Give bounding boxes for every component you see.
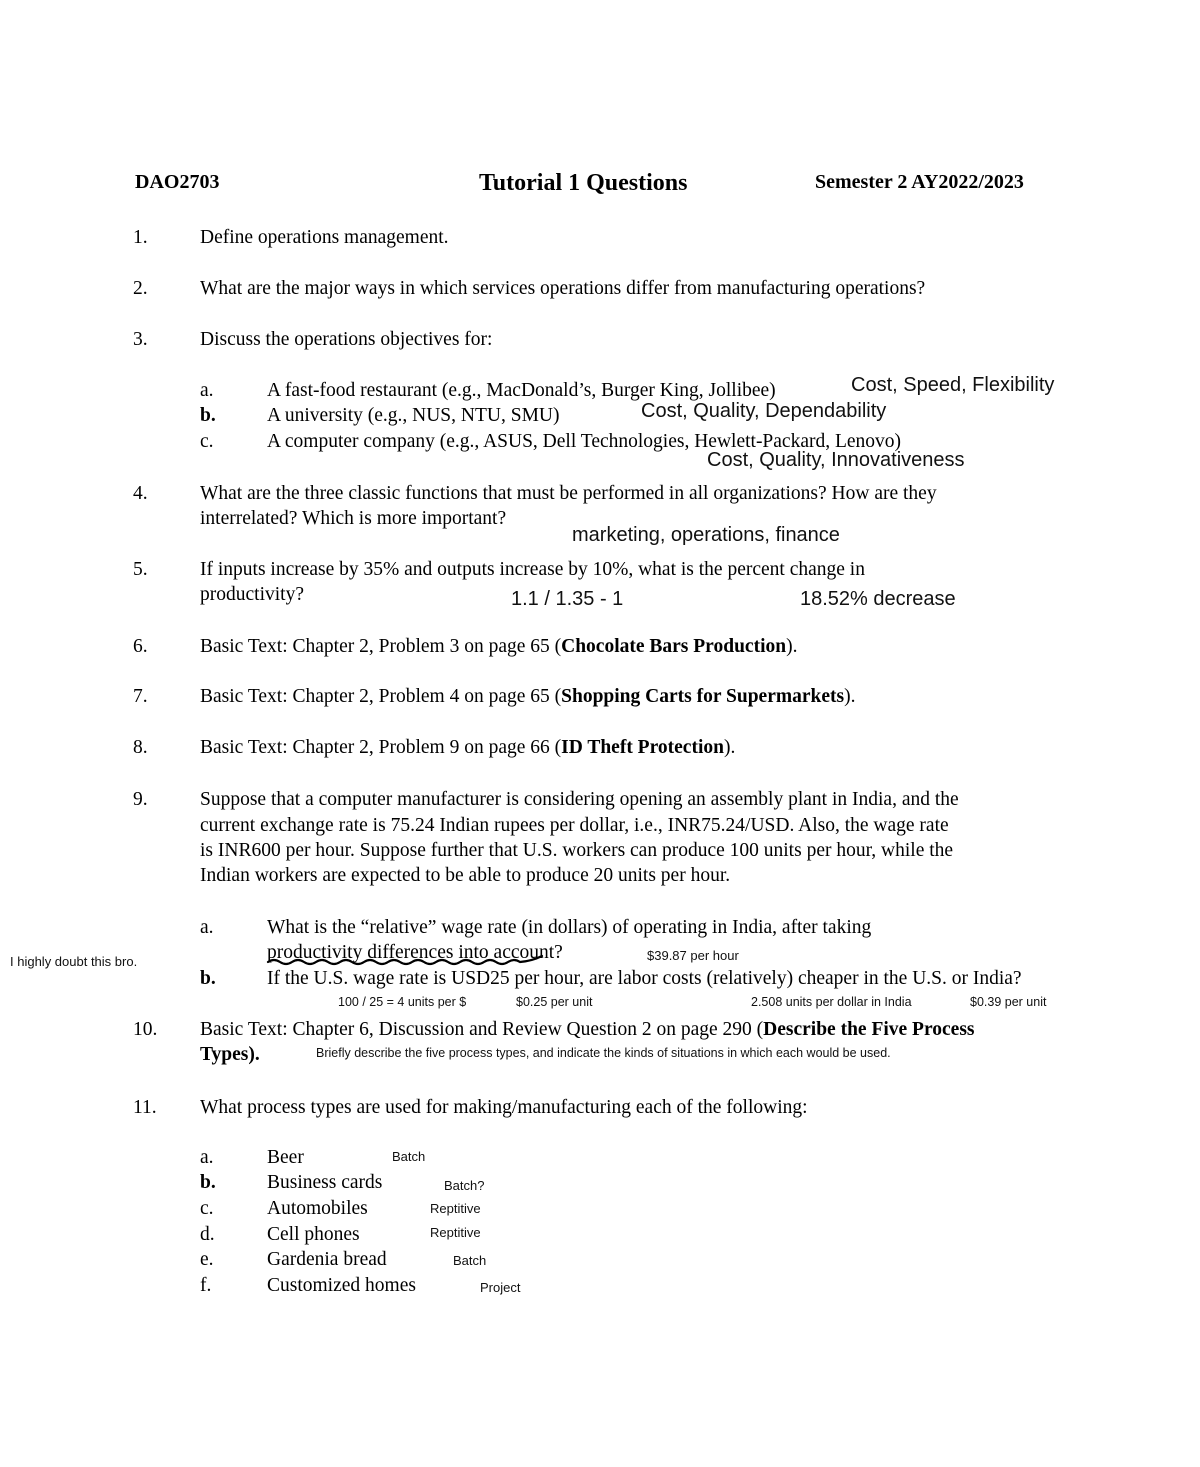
q9a-letter: a.: [200, 917, 214, 938]
q4-line2: interrelated? Which is more important?: [200, 508, 507, 529]
q4-number: 4.: [133, 483, 148, 504]
q11f-letter: f.: [200, 1275, 212, 1296]
q3b-annotation: Cost, Quality, Dependability: [641, 400, 887, 422]
q9-line1: Suppose that a computer manufacturer is considering opening an assembly plant in India, and the: [200, 789, 959, 810]
q1-text: Define operations management.: [200, 227, 449, 248]
q3-text: Discuss the operations objectives for:: [200, 329, 493, 350]
q5-result-annotation: 18.52% decrease: [800, 588, 956, 610]
q11c-annotation: Reptitive: [430, 1201, 481, 1216]
q9-line2: current exchange rate is 75.24 Indian rupees per dollar, i.e., INR75.24/USD. Also, the wage rate: [200, 815, 949, 836]
q11b-annotation: Batch?: [444, 1178, 485, 1193]
q2-text: What are the major ways in which services operations differ from manufacturing operations?: [200, 278, 926, 299]
q9b-letter: b.: [200, 968, 216, 989]
q7-text: [200, 687, 855, 707]
q3a-text: A fast-food restaurant (e.g., MacDonald’s, Burger King, Jollibee): [267, 380, 776, 401]
q8-number: 8.: [133, 737, 148, 758]
q11d-text: Cell phones: [267, 1224, 360, 1245]
q7-bold: Shopping Carts for Supermarkets: [561, 686, 845, 707]
semester-label: Semester 2 AY2022/2023: [815, 171, 1024, 193]
q10-note-annotation: Briefly describe the five process types, and indicate the kinds of situations in which each would be used.: [316, 1046, 891, 1060]
q10-bold1: Describe the Five Process: [763, 1019, 975, 1040]
q11-text: What process types are used for making/manufacturing each of the following:: [200, 1097, 808, 1118]
q11d-letter: d.: [200, 1224, 215, 1245]
q3c-letter: c.: [200, 431, 214, 452]
q10-line1: [200, 1020, 975, 1040]
q9b-us-calc-annotation: 100 / 25 = 4 units per $: [338, 995, 467, 1009]
q11f-text: Customized homes: [267, 1275, 416, 1296]
q1-number: 1.: [133, 227, 148, 248]
q3b-letter: b.: [200, 405, 216, 426]
q3a-letter: a.: [200, 380, 214, 401]
q4-annotation: marketing, operations, finance: [572, 524, 840, 546]
q2-number: 2.: [133, 278, 148, 299]
q5-number: 5.: [133, 559, 148, 580]
q11f-annotation: Project: [480, 1280, 521, 1295]
q7-prefix: Basic Text: Chapter 2, Problem 4 on page 65 (: [200, 686, 562, 707]
q9-side-comment: I highly doubt this bro.: [10, 954, 138, 969]
course-code: DAO2703: [135, 171, 220, 193]
q11e-text: Gardenia bread: [267, 1249, 387, 1270]
q3-number: 3.: [133, 329, 148, 350]
q9-line3: is INR600 per hour. Suppose further that U.S. workers can produce 100 units per hour, while the: [200, 840, 954, 861]
q11a-annotation: Batch: [392, 1149, 426, 1164]
q6-text: [200, 637, 797, 657]
q10-line2: [200, 1045, 260, 1065]
q5-calc-annotation: 1.1 / 1.35 - 1: [511, 588, 624, 610]
q11b-text: Business cards: [267, 1172, 383, 1193]
q11-number: 11.: [133, 1097, 157, 1118]
q11a-letter: a.: [200, 1147, 214, 1168]
q9-line4: Indian workers are expected to be able to produce 20 units per hour.: [200, 865, 731, 886]
q9b-us-unit-annotation: $0.25 per unit: [516, 995, 593, 1009]
q11a-text: Beer: [267, 1147, 304, 1168]
q9a-line1: What is the “relative” wage rate (in dollars) of operating in India, after taking: [267, 917, 872, 938]
q3b-text: A university (e.g., NUS, NTU, SMU): [267, 405, 560, 426]
q6-suffix: ).: [786, 636, 798, 657]
q6-number: 6.: [133, 636, 148, 657]
q9a-answer-annotation: $39.87 per hour: [647, 948, 739, 963]
q8-bold: ID Theft Protection: [561, 737, 724, 758]
q11e-annotation: Batch: [453, 1253, 487, 1268]
q10-prefix: Basic Text: Chapter 6, Discussion and Review Question 2 on page 290 (: [200, 1019, 764, 1040]
q6-bold: Chocolate Bars Production: [561, 636, 787, 657]
q3a-annotation: Cost, Speed, Flexibility: [851, 374, 1055, 396]
q7-number: 7.: [133, 686, 148, 707]
q11c-letter: c.: [200, 1198, 214, 1219]
q11c-text: Automobiles: [267, 1198, 368, 1219]
q7-suffix: ).: [844, 686, 856, 707]
q11d-annotation: Reptitive: [430, 1225, 481, 1240]
q9a-line2: productivity differences into account?: [267, 942, 563, 963]
q3c-annotation: Cost, Quality, Innovativeness: [707, 449, 965, 471]
q8-suffix: ).: [723, 737, 736, 758]
q9b-india-calc-annotation: 2.508 units per dollar in India: [751, 995, 912, 1009]
q11b-letter: b.: [200, 1172, 216, 1193]
q6-prefix: Basic Text: Chapter 2, Problem 3 on page 65 (: [200, 636, 562, 657]
q11e-letter: e.: [200, 1249, 214, 1270]
q10-suffix: ).: [248, 1044, 260, 1065]
q10-bold2: Types: [200, 1044, 249, 1065]
q3c-text: A computer company (e.g., ASUS, Dell Technologies, Hewlett-Packard, Lenovo): [267, 431, 902, 452]
q4-line1: What are the three classic functions that must be performed in all organizations? How are they: [200, 483, 937, 504]
q9b-india-unit-annotation: $0.39 per unit: [970, 995, 1047, 1009]
q9b-text: If the U.S. wage rate is USD25 per hour, are labor costs (relatively) cheaper in the U.S. or India?: [267, 968, 1022, 989]
q8-text: [200, 738, 735, 758]
q8-prefix: Basic Text: Chapter 2, Problem 9 on page 66 (: [200, 737, 562, 758]
q10-number: 10.: [133, 1019, 158, 1040]
page-title: Tutorial 1 Questions: [479, 170, 688, 196]
q9-number: 9.: [133, 789, 148, 810]
q5-line2: productivity?: [200, 584, 304, 605]
q5-line1: If inputs increase by 35% and outputs increase by 10%, what is the percent change in: [200, 559, 865, 580]
